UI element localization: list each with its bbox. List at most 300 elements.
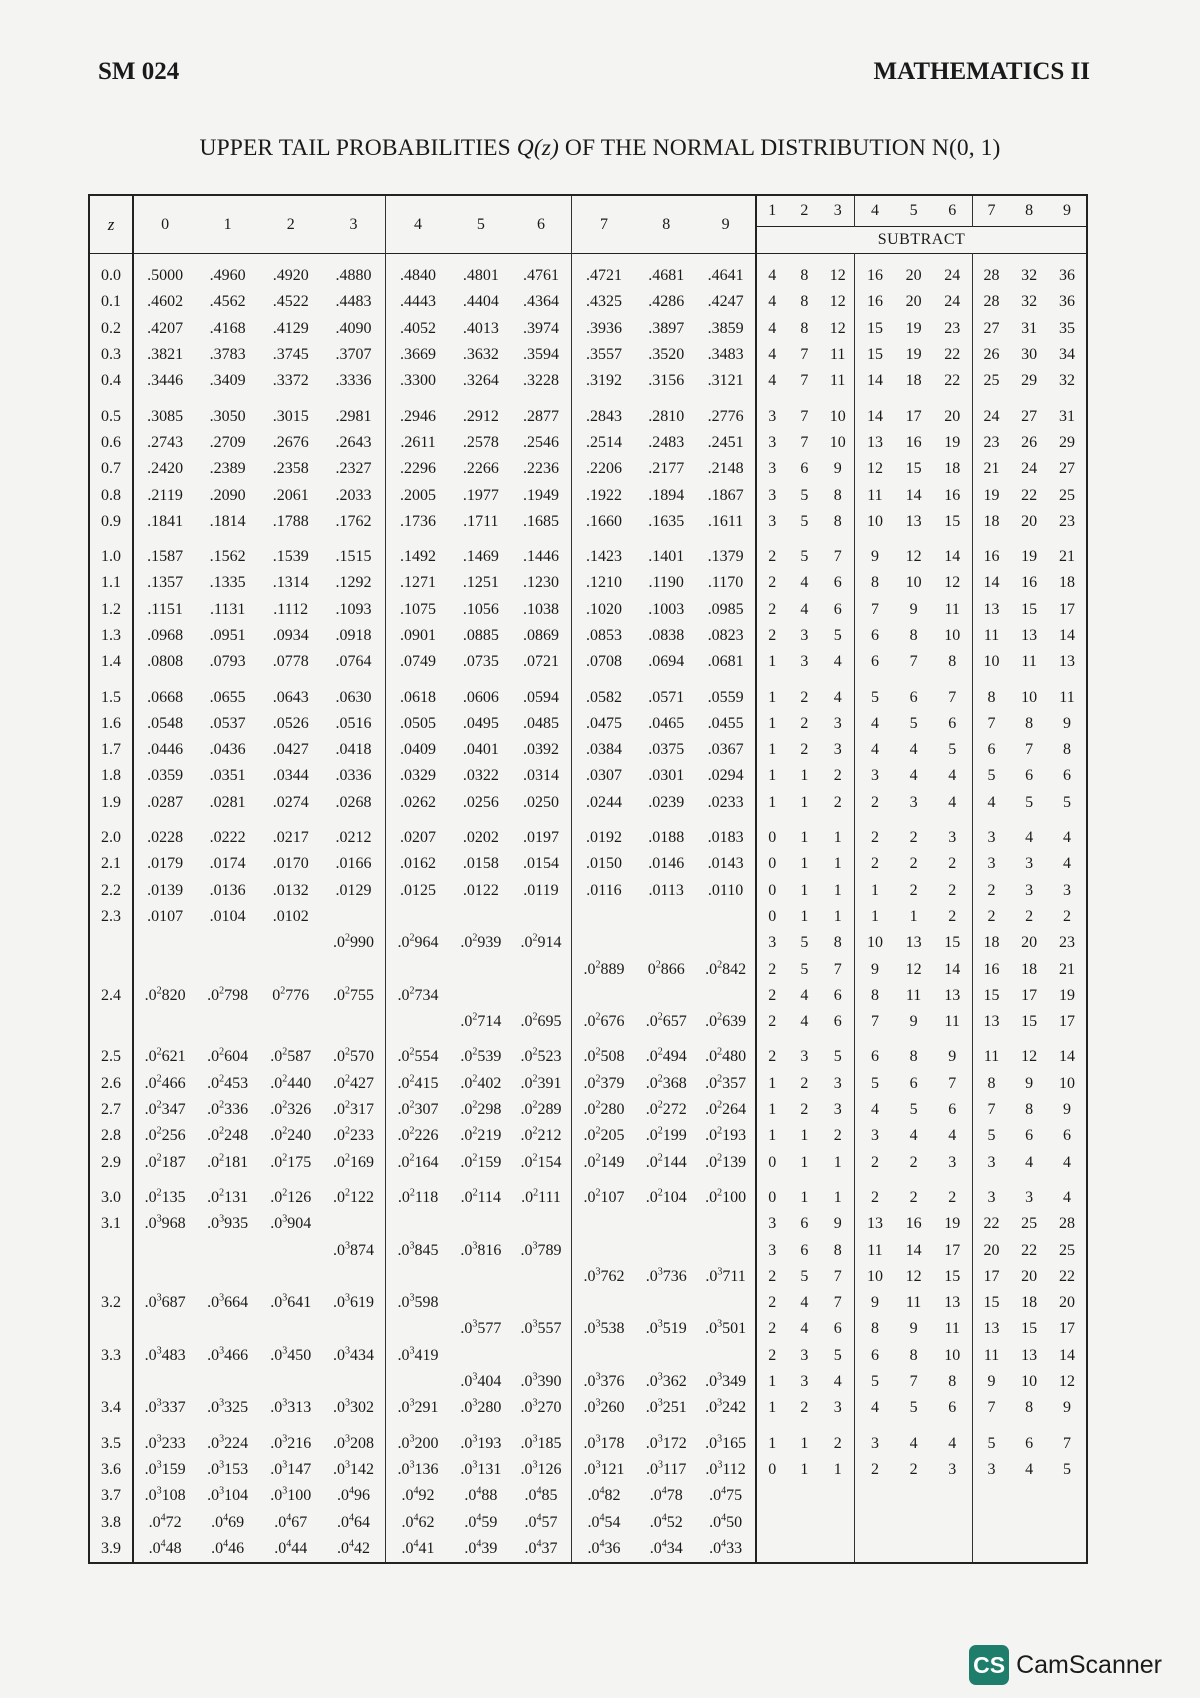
probability-cell: .4840 (385, 263, 450, 289)
difference-cell: 12 (829, 267, 846, 285)
probability-cell: $.0^450$ (709, 1512, 743, 1531)
probability-cell: $.0^3501$ (705, 1319, 747, 1338)
table-row (89, 1044, 1087, 1070)
difference-cell: 4 (756, 368, 788, 394)
probability-cell: .1292 (335, 574, 372, 592)
difference-cell: 1 (833, 855, 842, 873)
probability-cell: $.0^441$ (385, 1536, 450, 1563)
difference-cell: 4 (833, 688, 842, 706)
difference-cell: 12 (829, 293, 846, 311)
difference-cell: 5 (855, 1369, 895, 1395)
z-value: 0.9 (101, 512, 122, 530)
probability-cell: .0146 (648, 855, 685, 873)
difference-cell: 0 (756, 1457, 788, 1483)
table-row (89, 1457, 1087, 1483)
difference-cell: 8 (800, 293, 809, 311)
difference-cell (788, 1536, 822, 1563)
difference-cell: 8 (833, 512, 842, 530)
probability-cell: $.0^2159$ (460, 1152, 502, 1171)
difference-cell: 5 (855, 684, 895, 710)
probability-cell: .2578 (462, 433, 499, 451)
probability-cell: $.0^2379$ (571, 1071, 636, 1097)
table-row (89, 711, 1087, 737)
probability-cell (322, 1316, 385, 1342)
probability-cell: .0233 (707, 793, 744, 811)
probability-cell: .0281 (209, 793, 246, 811)
difference-cell: 6 (1025, 1127, 1034, 1145)
difference-cell: 1 (800, 793, 809, 811)
probability-cell: .0516 (335, 714, 372, 732)
probability-cell: $.0^3538$ (571, 1316, 636, 1342)
difference-cell: 0 (756, 851, 788, 877)
difference-cell: 12 (905, 960, 922, 978)
probability-cell (385, 956, 450, 982)
difference-cell: 3 (855, 763, 895, 789)
probability-cell: $.0^2280$ (571, 1097, 636, 1123)
col-header-2: 2 (286, 215, 295, 233)
probability-cell: .0384 (571, 737, 636, 763)
probability-cell: $.0^2494$ (645, 1047, 687, 1066)
probability-cell: $.0^2889$ (571, 956, 636, 982)
difference-cell: 22 (1059, 1267, 1075, 1285)
probability-cell (450, 983, 511, 1009)
difference-cell: 31 (1021, 319, 1038, 337)
difference-cell: 1 (833, 1153, 842, 1171)
probability-cell: .0934 (272, 627, 309, 644)
difference-cell: 6 (800, 1215, 809, 1233)
difference-cell: 29 (1059, 433, 1075, 451)
probability-cell: $.0^3362$ (645, 1371, 687, 1391)
table-row (89, 597, 1087, 623)
difference-cell: 7 (972, 1097, 1010, 1123)
z-value: 2.3 (101, 907, 122, 925)
difference-cell: 3 (756, 1211, 788, 1237)
probability-cell (636, 1290, 696, 1316)
difference-cell: 18 (944, 460, 961, 478)
probability-cell: $.0^3874$ (332, 1240, 374, 1259)
difference-cell: 15 (944, 512, 961, 530)
difference-cell: 8 (948, 1373, 957, 1391)
probability-cell: .0643 (272, 688, 309, 706)
probability-cell: .2358 (272, 460, 309, 478)
difference-cell: 4 (1025, 829, 1034, 847)
difference-cell: 2 (756, 1044, 788, 1070)
difference-cell: 1 (833, 1188, 842, 1206)
difference-cell: 1 (800, 881, 809, 899)
difference-cell: 3 (1025, 881, 1034, 899)
difference-cell: 18 (905, 372, 922, 390)
z-value (89, 1264, 133, 1290)
course-code: SM 024 (98, 58, 180, 85)
difference-cell: 3 (833, 714, 842, 732)
table-row (89, 649, 1087, 675)
probability-cell: .0436 (209, 741, 246, 759)
diff-header-2: 2 (800, 202, 809, 219)
difference-cell: 8 (1025, 1399, 1034, 1417)
difference-cell: 2 (855, 1185, 895, 1211)
difference-cell: 0 (756, 878, 788, 904)
col-header-7: 7 (571, 195, 636, 254)
difference-cell: 6 (948, 714, 957, 732)
probability-cell: .0401 (462, 741, 499, 759)
difference-cell: 4 (909, 1127, 918, 1145)
difference-cell: 11 (855, 482, 895, 508)
probability-cell: .2810 (648, 407, 685, 425)
table-row (89, 430, 1087, 456)
probability-cell: $.0^2144$ (645, 1152, 687, 1171)
difference-cell: 1 (756, 1123, 788, 1149)
difference-cell: 3 (972, 1457, 1010, 1483)
difference-cell: 2 (909, 881, 918, 899)
probability-cell: $.0^452$ (649, 1512, 683, 1531)
difference-cell: 4 (800, 1294, 809, 1312)
probability-cell: .0154 (522, 855, 559, 873)
difference-cell: 16 (905, 433, 922, 451)
probability-cell: .1210 (571, 570, 636, 596)
difference-cell: 9 (1063, 714, 1071, 732)
difference-cell: 2 (948, 1188, 957, 1206)
difference-cell: 12 (1059, 1373, 1075, 1391)
table-row (89, 1483, 1087, 1509)
probability-cell: $.0^2122$ (332, 1187, 374, 1206)
difference-cell: 0 (756, 1150, 788, 1176)
probability-cell (196, 1369, 259, 1395)
probability-cell: $.0^2114$ (460, 1187, 502, 1206)
probability-cell: $.0^2212$ (520, 1126, 562, 1145)
difference-cell: 2 (756, 570, 788, 596)
probability-cell: $.0^3153$ (207, 1459, 249, 1478)
probability-cell: $.0^3337$ (133, 1395, 196, 1421)
difference-cell: 3 (756, 430, 788, 456)
difference-cell: 1 (800, 1127, 809, 1145)
difference-cell: 26 (972, 342, 1010, 368)
probability-cell: $.0^2508$ (571, 1044, 636, 1070)
probability-cell: $.0^3104$ (207, 1485, 249, 1505)
probability-cell: $.0^2336$ (207, 1099, 249, 1119)
difference-cell: 6 (855, 1044, 895, 1070)
probability-cell: .4920 (272, 267, 309, 285)
probability-cell: $.0^3687$ (133, 1290, 196, 1316)
difference-cell: 21 (972, 456, 1010, 482)
difference-cell: 9 (833, 1215, 842, 1233)
difference-cell: 1 (909, 907, 918, 925)
difference-cell: 5 (800, 1267, 809, 1285)
difference-cell: 4 (756, 316, 788, 342)
difference-cell: 3 (756, 482, 788, 508)
table-row (89, 316, 1087, 342)
table-row (89, 763, 1087, 789)
difference-cell: 15 (972, 983, 1010, 1009)
difference-cell: 7 (833, 960, 842, 978)
difference-cell: 36 (1059, 293, 1075, 311)
probability-cell: .2743 (133, 430, 196, 456)
difference-cell: 2 (948, 855, 957, 873)
difference-cell: 6 (1025, 767, 1034, 785)
probability-cell: .2005 (385, 482, 450, 508)
probability-cell: .3156 (648, 372, 685, 390)
table-row (89, 1237, 1087, 1263)
probability-cell: $.0^434$ (649, 1538, 683, 1557)
probability-cell: .0116 (571, 878, 636, 904)
probability-cell: .1271 (385, 570, 450, 596)
probability-cell: .0427 (272, 741, 309, 759)
difference-cell: 2 (972, 878, 1010, 904)
z-value: 1.6 (101, 714, 122, 732)
probability-cell: $.0^485$ (524, 1485, 558, 1505)
difference-cell: 14 (972, 570, 1010, 596)
difference-cell: 6 (833, 1320, 842, 1338)
probability-cell: $.0^2842$ (705, 959, 747, 978)
probability-cell: .0228 (133, 825, 196, 851)
probability-cell: .4562 (209, 293, 246, 311)
difference-cell: 13 (972, 1316, 1010, 1342)
difference-cell: 3 (855, 1123, 895, 1149)
difference-cell: 23 (1059, 512, 1075, 530)
probability-cell (259, 1369, 322, 1395)
probability-cell: .2676 (272, 433, 309, 451)
col-header-1: 1 (223, 215, 232, 233)
difference-cell (788, 1483, 822, 1509)
difference-cell: 1 (800, 855, 809, 873)
difference-cell: 3 (833, 1101, 842, 1119)
difference-cell: 1 (800, 767, 809, 785)
difference-cell: 11 (972, 1343, 1010, 1369)
difference-cell: 7 (833, 1267, 842, 1285)
z-value (89, 1237, 133, 1263)
probability-cell: .0764 (335, 653, 372, 671)
difference-cell: 7 (909, 653, 918, 671)
probability-cell: .1379 (707, 548, 744, 566)
group-spacer (89, 535, 1087, 544)
probability-cell: $.0^436$ (571, 1536, 636, 1563)
probability-cell: .3121 (707, 372, 744, 390)
probability-cell: $.0^3233$ (133, 1430, 196, 1456)
probability-cell: $.0^3126$ (520, 1459, 562, 1478)
difference-cell: 10 (855, 1264, 895, 1290)
difference-cell: 3 (909, 793, 918, 811)
probability-cell (450, 1343, 511, 1369)
difference-cell: 12 (905, 1267, 922, 1285)
difference-cell: 8 (833, 1241, 842, 1259)
probability-cell: .0951 (209, 627, 246, 644)
probability-cell: .2709 (209, 433, 246, 451)
probability-cell: .0129 (335, 881, 372, 899)
probability-cell (636, 930, 696, 956)
probability-cell: $.0^2440$ (270, 1073, 312, 1092)
probability-cell: $.0^2587$ (270, 1047, 312, 1066)
probability-cell: $.0^2135$ (133, 1185, 196, 1211)
difference-cell: 2 (756, 597, 788, 623)
probability-cell (385, 904, 450, 930)
difference-cell (1010, 1536, 1048, 1563)
probability-cell: .1539 (272, 548, 309, 566)
probability-cell: $.0^448$ (133, 1536, 196, 1563)
probability-cell: .0162 (385, 851, 450, 877)
difference-cell: 11 (830, 372, 846, 390)
difference-cell: 10 (829, 433, 846, 451)
difference-cell (1010, 1483, 1048, 1509)
difference-cell: 7 (800, 433, 809, 451)
difference-cell: 3 (1063, 881, 1071, 899)
probability-cell: .3936 (571, 316, 636, 342)
difference-cell: 2 (948, 907, 957, 925)
probability-cell: .0192 (571, 825, 636, 851)
difference-cell: 7 (833, 1294, 842, 1312)
probability-cell: .0158 (462, 855, 499, 873)
z-value (89, 930, 133, 956)
probability-cell (636, 983, 696, 1009)
difference-cell: 9 (855, 956, 895, 982)
difference-cell: 17 (905, 407, 922, 425)
difference-cell: 11 (830, 346, 846, 364)
probability-cell: .0274 (272, 793, 309, 811)
difference-cell: 9 (909, 1320, 918, 1338)
table-row (89, 342, 1087, 368)
difference-cell: 2 (756, 1290, 788, 1316)
probability-cell: $.0^2111$ (521, 1187, 561, 1206)
probability-cell: $.0^482$ (571, 1483, 636, 1509)
probability-cell: $.0^3185$ (520, 1433, 562, 1452)
z-value: 1.3 (101, 627, 122, 644)
difference-cell: 13 (972, 1009, 1010, 1035)
difference-cell: 4 (1025, 1460, 1034, 1478)
difference-cell: 15 (1021, 1320, 1038, 1338)
z-value: 0.1 (101, 293, 122, 311)
difference-cell: 17 (1059, 600, 1075, 618)
probability-cell: $.0^475$ (709, 1485, 743, 1505)
difference-cell: 20 (1021, 512, 1038, 530)
probability-cell (450, 1211, 511, 1237)
probability-cell: .2843 (571, 403, 636, 429)
probability-cell: $.0^442$ (336, 1538, 370, 1557)
table-row (89, 684, 1087, 710)
camscanner-logo-text: CamScanner (1016, 1650, 1162, 1679)
difference-cell: 32 (1021, 293, 1038, 311)
z-value: 0.0 (101, 267, 122, 285)
probability-cell: $.0^2539$ (460, 1047, 502, 1066)
probability-cell: .1949 (522, 486, 559, 504)
table-row (89, 1264, 1087, 1290)
difference-cell: 25 (1059, 486, 1075, 504)
difference-cell: 2 (756, 983, 788, 1009)
probability-cell: .0132 (272, 881, 309, 899)
difference-cell: 2 (756, 1264, 788, 1290)
probability-cell: .0212 (335, 829, 372, 847)
probability-cell: .0548 (133, 711, 196, 737)
probability-cell (511, 1264, 571, 1290)
table-row (89, 1150, 1087, 1176)
difference-cell: 9 (972, 1369, 1010, 1395)
z-value: 1.9 (101, 793, 122, 811)
probability-cell: .0594 (522, 688, 559, 706)
probability-cell: .0918 (335, 627, 372, 644)
z-value: 2.7 (101, 1101, 122, 1119)
difference-cell: 4 (948, 1434, 957, 1452)
z-value: 1.5 (101, 688, 122, 706)
difference-cell: 8 (972, 684, 1010, 710)
difference-cell: 15 (944, 1267, 961, 1285)
probability-cell: $.0^2427$ (332, 1073, 374, 1092)
difference-cell: 3 (972, 1150, 1010, 1176)
difference-cell: 10 (855, 930, 895, 956)
title-qz: Q(z) (516, 135, 559, 161)
probability-cell: $.0^3557$ (520, 1319, 562, 1338)
difference-cell (821, 1483, 855, 1509)
probability-cell: .0537 (209, 714, 246, 732)
probability-cell: .0571 (648, 688, 685, 706)
probability-cell: .0244 (571, 790, 636, 816)
subtract-label: SUBTRACT (756, 227, 1087, 254)
probability-cell: .2148 (707, 460, 744, 478)
difference-cell: 21 (1059, 548, 1075, 566)
z-value: 3.0 (101, 1188, 122, 1206)
probability-cell: .4404 (462, 293, 499, 311)
probability-cell: .1867 (707, 486, 744, 504)
difference-cell: 7 (948, 688, 957, 706)
probability-cell: $.0^3172$ (645, 1433, 687, 1452)
z-value: 1.2 (101, 600, 122, 618)
probability-cell (385, 1009, 450, 1035)
z-value: 0.7 (101, 460, 122, 478)
difference-cell: 20 (1059, 1294, 1075, 1312)
difference-cell: 30 (1021, 346, 1038, 364)
difference-cell: 5 (1063, 793, 1071, 811)
probability-cell: .2236 (522, 460, 559, 478)
difference-cell: 4 (756, 342, 788, 368)
difference-cell: 10 (944, 1346, 961, 1364)
probability-cell: .0465 (648, 714, 685, 732)
difference-cell: 8 (948, 653, 957, 671)
difference-cell: 22 (944, 346, 961, 364)
subject-title: MATHEMATICS II (873, 58, 1090, 85)
difference-cell: 5 (833, 627, 842, 644)
probability-cell: $.0^3251$ (645, 1397, 687, 1417)
difference-cell: 19 (905, 346, 922, 364)
probability-cell: .0582 (571, 684, 636, 710)
difference-cell: 4 (1063, 829, 1071, 847)
probability-cell (259, 1316, 322, 1342)
difference-cell: 8 (909, 1048, 918, 1066)
probability-cell: .4960 (209, 267, 246, 285)
difference-cell: 1 (800, 1434, 809, 1452)
probability-cell: .0256 (462, 793, 499, 811)
difference-cell: 11 (905, 986, 922, 1004)
difference-cell: 15 (972, 1290, 1010, 1316)
difference-cell: 2 (855, 825, 895, 851)
z-value (89, 1009, 133, 1035)
probability-cell: .1492 (385, 544, 450, 570)
probability-cell: .0294 (707, 767, 744, 785)
probability-cell (322, 1264, 385, 1290)
difference-cell: 8 (909, 627, 918, 644)
probability-cell: .5000 (133, 263, 196, 289)
z-value: 3.5 (101, 1434, 122, 1452)
probability-cell: $.0^3349$ (705, 1371, 747, 1391)
probability-cell: .0694 (648, 653, 685, 671)
probability-cell (322, 956, 385, 982)
difference-cell: 0 (756, 1185, 788, 1211)
difference-cell: 7 (1025, 741, 1034, 759)
difference-cell: 6 (833, 1013, 842, 1031)
probability-cell: .2119 (133, 482, 196, 508)
probability-cell: $.0^3935$ (207, 1213, 249, 1233)
difference-cell: 4 (909, 767, 918, 785)
probability-cell: .0475 (571, 711, 636, 737)
probability-cell: .3520 (648, 346, 685, 364)
probability-cell: .3707 (335, 346, 372, 364)
probability-cell: $.0^2368$ (645, 1073, 687, 1092)
probability-cell: $.0^444$ (274, 1538, 308, 1557)
